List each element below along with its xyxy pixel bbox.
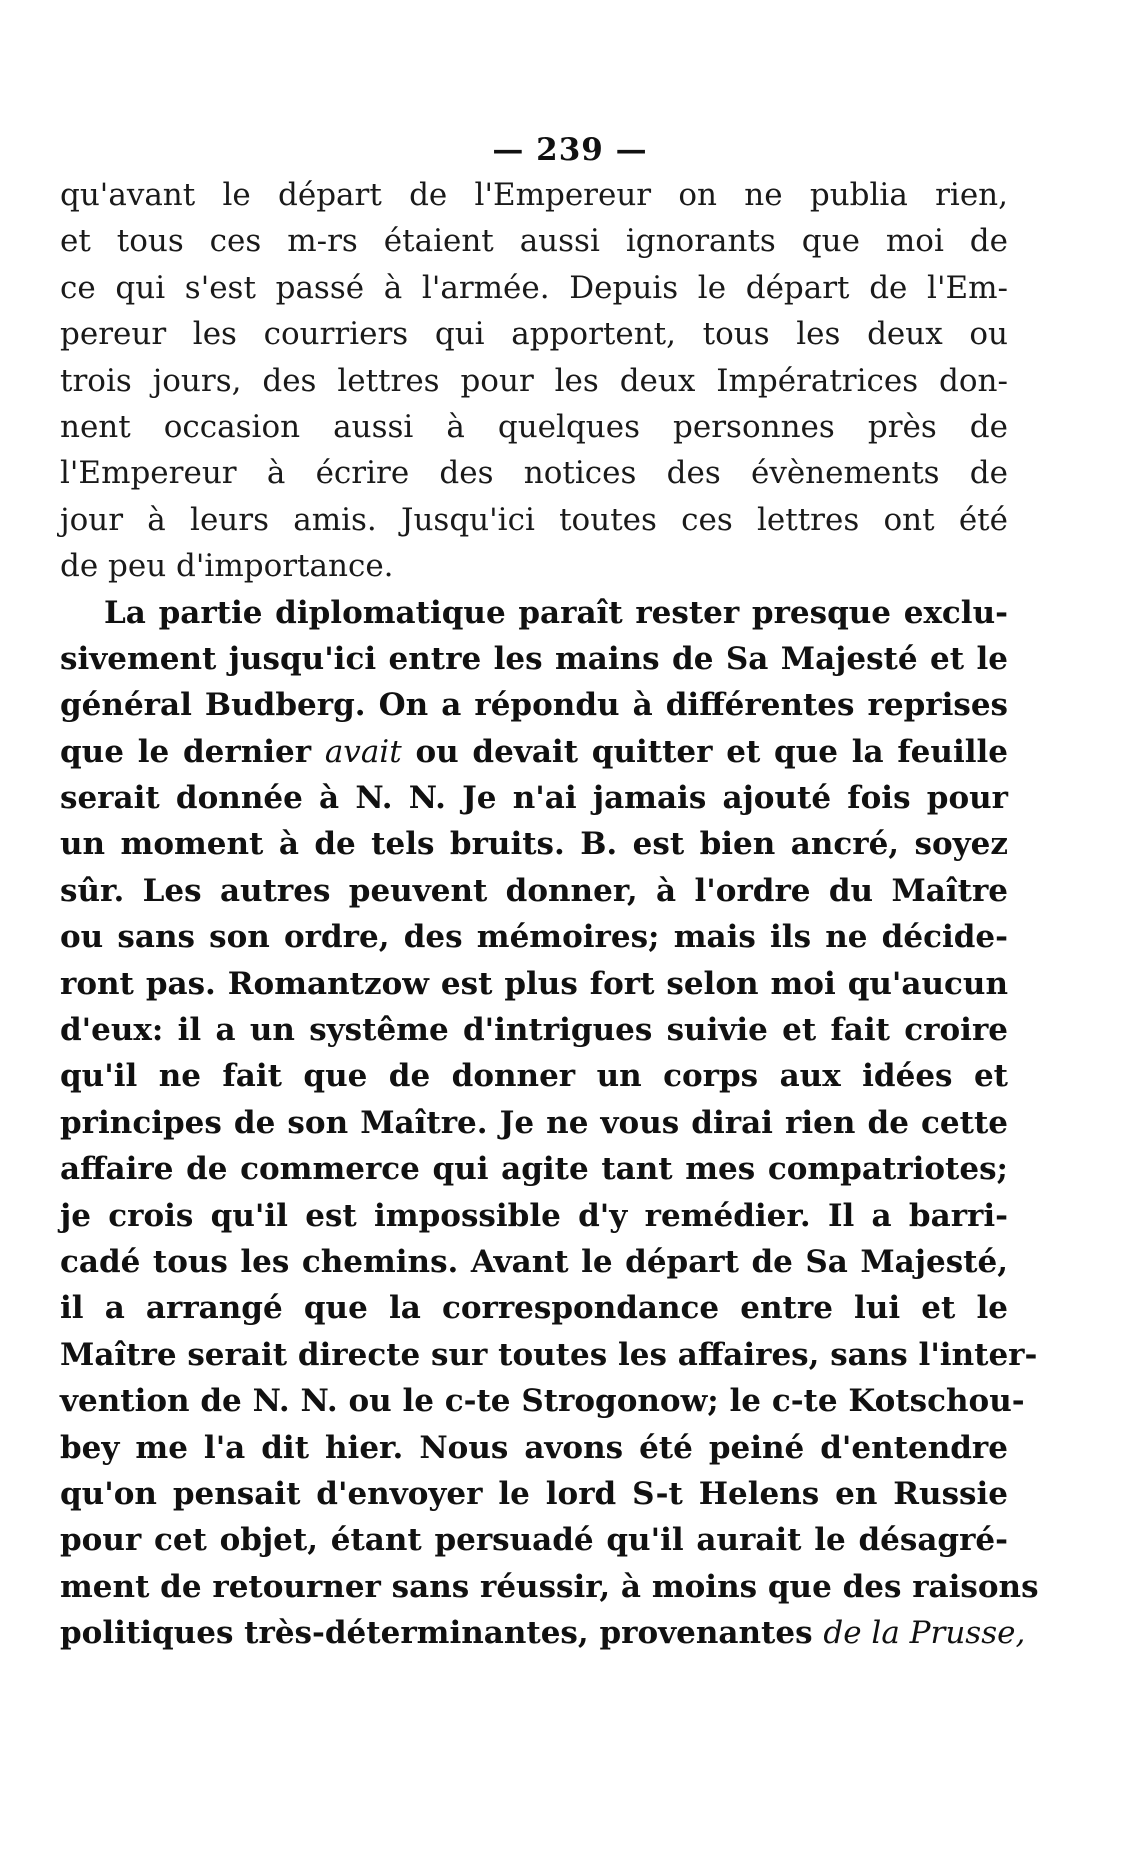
text-line: sivement jusqu'ici entre les mains de Sa Majesté et le	[60, 640, 1008, 677]
page-number: — 239 —	[492, 132, 648, 168]
text-line: qu'il ne fait que de donner un corps aux idées et	[60, 1058, 1008, 1095]
text-line: pour cet objet, étant persuadé qu'il aurait le désagré-	[60, 1522, 1008, 1559]
text-segment: ou devait quitter et que la feuille	[401, 733, 1008, 770]
text-line: d'eux: il a un systême d'intrigues suivie et fait croire	[60, 1012, 1008, 1049]
text-segment: que le dernier	[60, 733, 325, 770]
italic-word: avait	[324, 733, 402, 770]
text-segment: politiques très-déterminantes, provenantes	[60, 1615, 824, 1652]
text-line: un moment à de tels bruits. B. est bien ancré, soyez	[60, 826, 1008, 863]
text-line: de peu d'importance.	[60, 548, 394, 585]
text-line: cadé tous les chemins. Avant le départ de Sa Majesté,	[60, 1243, 1008, 1280]
paragraph-2	[60, 590, 1039, 1657]
text-line-with-italic	[60, 729, 1008, 775]
text-line: ront pas. Romantzow est plus fort selon moi qu'aucun	[60, 965, 1008, 1002]
text-line: pereur les courriers qui apportent, tous les deux ou	[60, 316, 1008, 353]
text-line: Maître serait directe sur toutes les affaires, sans l'inter-	[60, 1336, 1038, 1373]
text-line: serait donnée à N. N. Je n'ai jamais ajouté fois pour	[60, 780, 1008, 817]
text-line: La partie diplomatique paraît rester presque exclu-	[104, 594, 1008, 631]
text-line: ou sans son ordre, des mémoires; mais ils ne décide-	[60, 919, 1008, 956]
text-line: affaire de commerce qui agite tant mes compatriotes;	[60, 1151, 1008, 1188]
text-line: il a arrangé que la correspondance entre lui et le	[60, 1290, 1008, 1327]
text-line: l'Empereur à écrire des notices des évènements de	[60, 455, 1008, 492]
text-line-with-italic	[60, 1610, 1026, 1656]
text-line: nent occasion aussi à quelques personnes près de	[60, 408, 1008, 445]
text-line: général Budberg. On a répondu à différentes reprises	[60, 687, 1008, 724]
text-line: ce qui s'est passé à l'armée. Depuis le départ de l'Em-	[60, 269, 1008, 306]
text-line: trois jours, des lettres pour les deux Impératrices don-	[60, 362, 1008, 399]
text-line: bey me l'a dit hier. Nous avons été peiné d'entendre	[60, 1429, 1008, 1466]
italic-word: de la Prusse,	[823, 1615, 1026, 1652]
text-line: ment de retourner sans réussir, à moins que des raisons	[60, 1568, 1039, 1605]
text-line: sûr. Les autres peuvent donner, à l'ordre du Maître	[60, 872, 1008, 909]
text-line: et tous ces m-rs étaient aussi ignorants que moi de	[60, 223, 1008, 260]
text-line: jour à leurs amis. Jusqu'ici toutes ces lettres ont été	[60, 501, 1008, 538]
text-line: principes de son Maître. Je ne vous dirai rien de cette	[60, 1104, 1008, 1141]
text-line: vention de N. N. ou le c-te Strogonow; le c-te Kotschou-	[60, 1383, 1025, 1420]
text-line: qu'avant le départ de l'Empereur on ne publia rien,	[60, 177, 1008, 213]
body-text	[60, 172, 1039, 1657]
paragraph-1	[60, 172, 1008, 590]
text-line: je crois qu'il est impossible d'y remédier. Il a barri-	[60, 1197, 1008, 1234]
text-line: qu'on pensait d'envoyer le lord S-t Helens en Russie	[60, 1475, 1008, 1512]
